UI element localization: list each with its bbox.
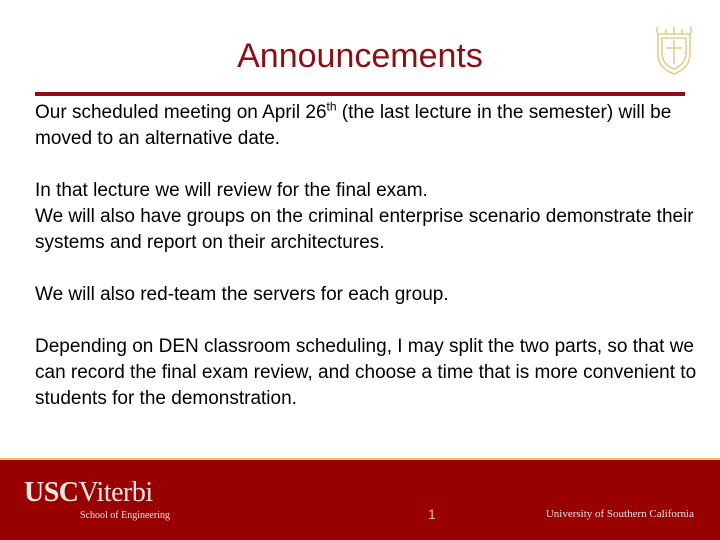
paragraph-text: Our scheduled meeting on April 26 xyxy=(35,102,327,123)
announcement-paragraph: Depending on DEN classroom scheduling, I may split the two parts, so that we can record the final exam review, and choose a time that is more convenient to students for the demonstration. xyxy=(35,336,697,409)
university-name: University of Southern California xyxy=(545,508,694,520)
ordinal-suffix: th xyxy=(326,99,337,114)
paragraph-line: We will also have groups on the criminal enterprise scenario demonstrate their systems and report on their architectures. xyxy=(35,206,694,253)
paragraph-line: In that lecture we will review for the final exam. xyxy=(35,180,428,201)
logo-viterbi-text: Viterbi xyxy=(78,477,153,508)
logo-subtitle: School of Engineering xyxy=(80,510,170,521)
footer-divider xyxy=(0,458,720,460)
page-number: 1 xyxy=(428,506,436,522)
logo-usc-text: USC xyxy=(24,477,79,508)
announcement-paragraph xyxy=(35,178,700,256)
usc-seal-icon xyxy=(652,24,696,76)
announcement-paragraph xyxy=(35,100,700,152)
slide-footer xyxy=(0,458,720,540)
slide-body xyxy=(35,100,700,438)
announcement-paragraph: We will also red-team the servers for each group. xyxy=(35,284,449,305)
slide-title: Announcements xyxy=(237,37,483,75)
paragraph-text: (the last lecture in the semester) will be moved to an alternative date. xyxy=(35,102,672,149)
usc-viterbi-logo xyxy=(24,478,153,508)
title-underline xyxy=(35,92,685,96)
